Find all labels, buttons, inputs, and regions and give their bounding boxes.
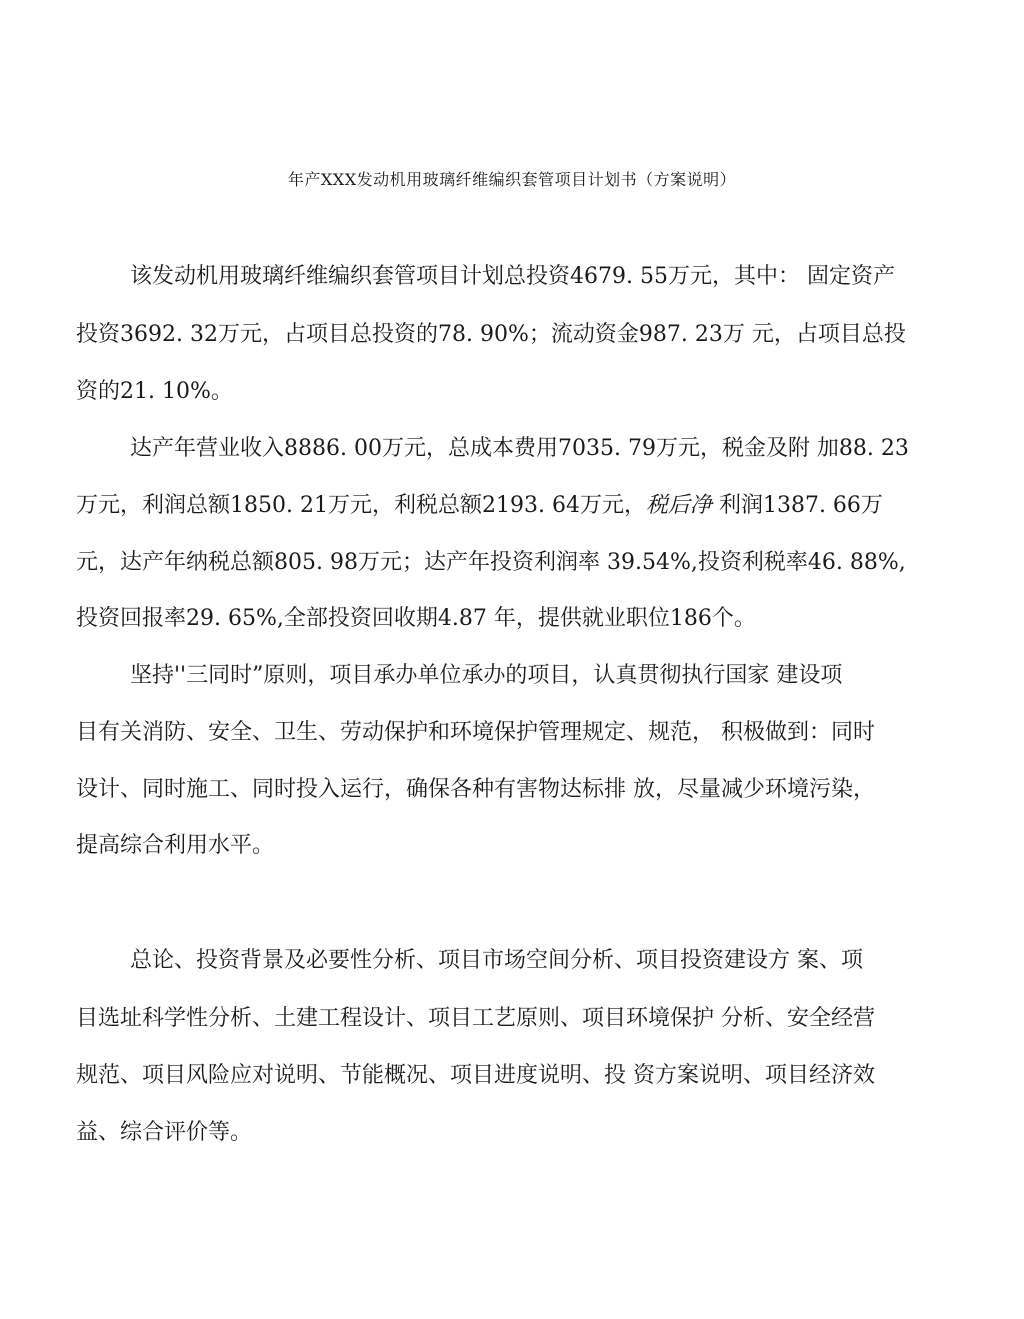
text-line: 该发动机用玻璃纤维编织套管项目计划总投资4679. 55万元，其中： 固定资产 [130, 264, 895, 289]
text-line: 坚持''三同时”原则，项目承办单位承办的项目，认真贯彻执行国家 建设项 [130, 663, 843, 688]
text-segment: 利润1387. 66万 [711, 493, 883, 518]
text-line: 规范、项目风险应对说明、节能概况、项目进度说明、投 资方案说明、项目经济效 [76, 1063, 875, 1088]
text-segment: 万元，利润总额1850. 21万元，利税总额2193. 64万元， [76, 493, 646, 518]
text-line: 资的21. 10%。 [76, 379, 233, 404]
text-line: 元，达产年纳税总额805. 98万元；达产年投资利润率 39.54%,投资利税率46. 88%, [76, 550, 906, 575]
text-line: 目有关消防、安全、卫生、劳动保护和环境保护管理规定、规范， 积极做到：同时 [76, 720, 875, 745]
text-line: 投资3692. 32万元，占项目总投资的78. 90%；流动资金987. 23万 元，占项目总投 [76, 322, 906, 347]
text-line: 达产年营业收入8886. 00万元，总成本费用7035. 79万元，税金及附 加88. 23 [130, 436, 909, 461]
text-line: 目选址科学性分析、土建工程设计、项目工艺原则、项目环境保护 分析、安全经营 [76, 1006, 875, 1031]
text-line: 投资回报率29. 65%,全部投资回收期4.87 年，提供就业职位186个。 [76, 606, 756, 631]
text-line: 总论、投资背景及必要性分析、项目市场空间分析、项目投资建设方 案、项 [130, 948, 863, 973]
text-line: 设计、同时施工、同时投入运行，确保各种有害物达标排 放，尽量减少环境污染， [76, 777, 875, 802]
text-line: 益、综合评价等。 [76, 1120, 253, 1145]
document-title: 年产XXX发动机用玻璃纤维编织套管项目计划书（方案说明） [287, 170, 737, 189]
italic-text-segment: 税后净 [645, 493, 712, 518]
text-line [76, 491, 883, 521]
text-line: 提高综合利用水平。 [76, 833, 275, 858]
